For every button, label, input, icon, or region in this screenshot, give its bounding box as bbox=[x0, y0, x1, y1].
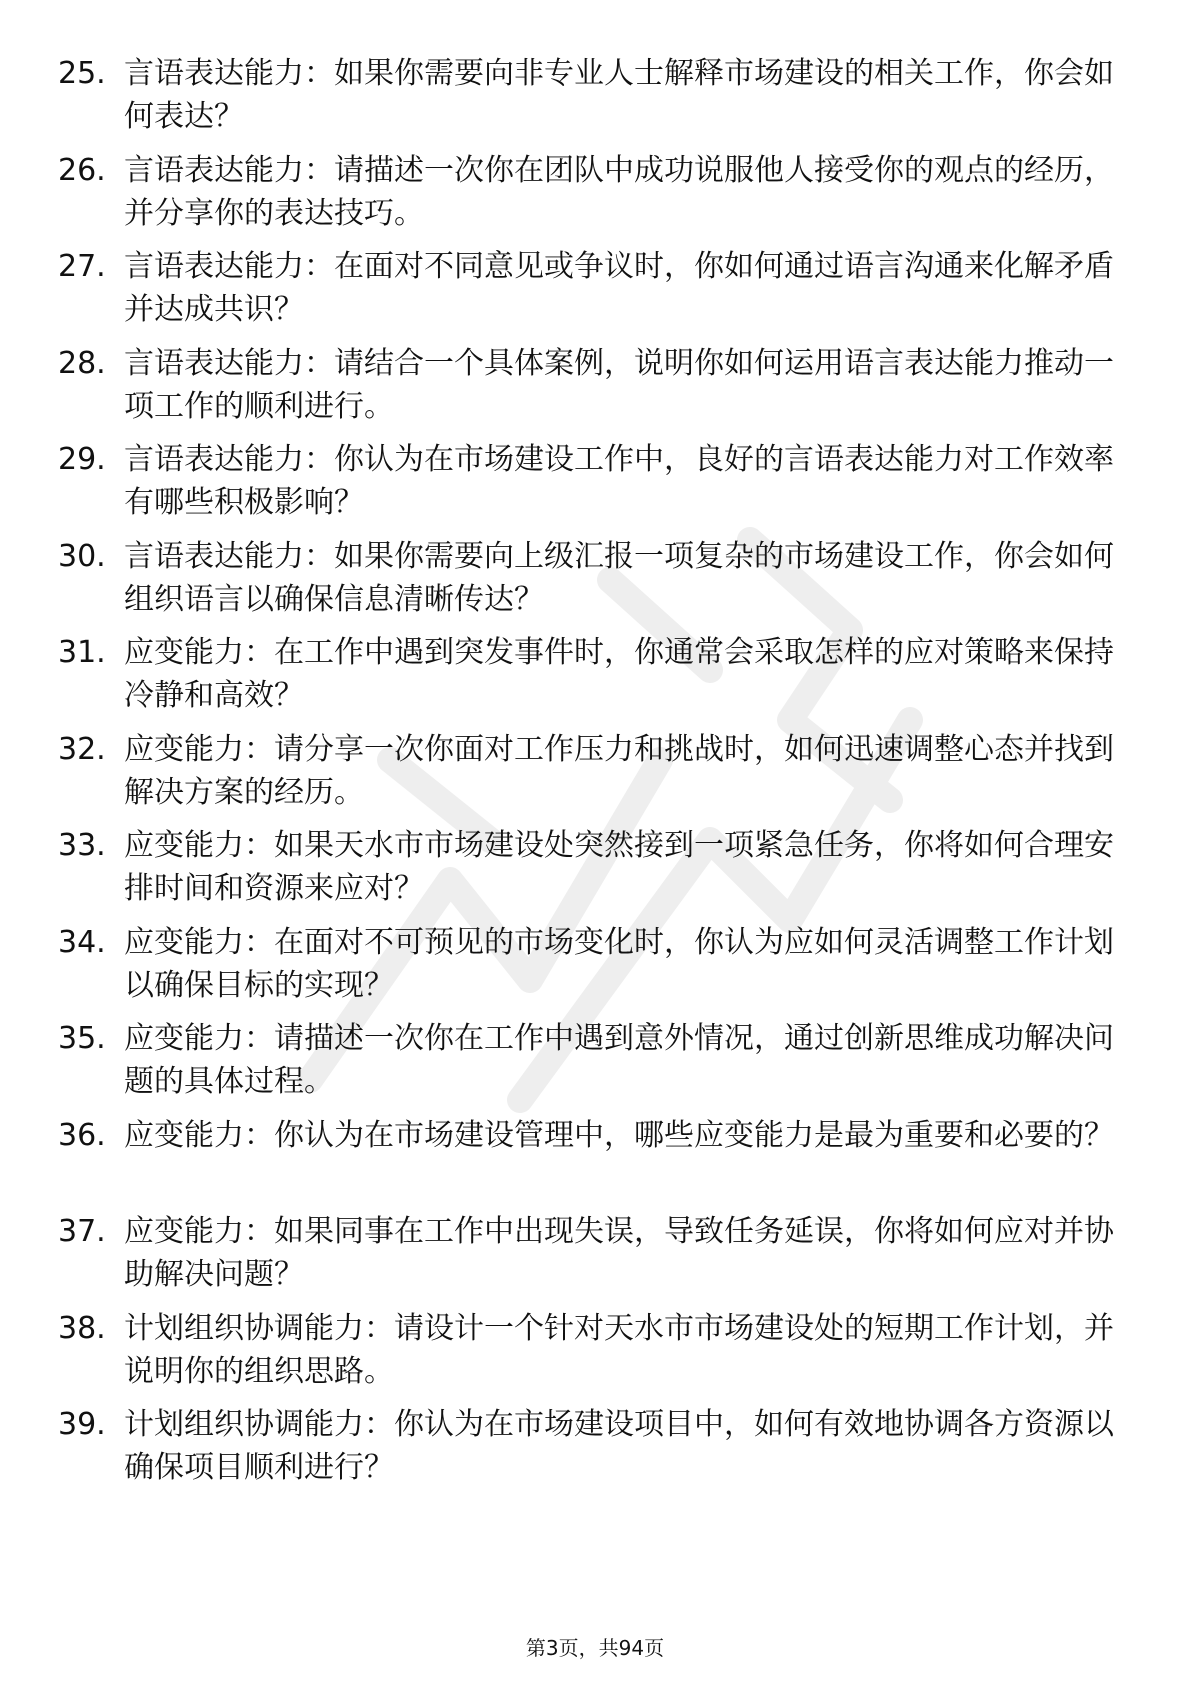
question-text: 言语表达能力：请结合一个具体案例，说明你如何运用语言表达能力推动一项工作的顺利进行。 bbox=[124, 345, 1114, 424]
question-item bbox=[58, 1017, 1128, 1103]
question-number: 36. bbox=[58, 1117, 106, 1153]
question-item bbox=[58, 631, 1128, 717]
question-text: 应变能力：如果天水市市场建设处突然接到一项紧急任务，你将如何合理安排时间和资源来应对？ bbox=[124, 828, 1114, 906]
question-number: 33. bbox=[58, 828, 106, 863]
question-item bbox=[58, 438, 1128, 524]
question-number: 29. bbox=[58, 442, 106, 477]
question-text: 应变能力：请分享一次你面对工作压力和挑战时，如何迅速调整心态并找到解决方案的经历。 bbox=[124, 731, 1114, 810]
question-item bbox=[58, 535, 1128, 621]
question-text: 言语表达能力：请描述一次你在团队中成功说服他人接受你的观点的经历，并分享你的表达技巧。 bbox=[124, 152, 1114, 231]
question-number: 35. bbox=[58, 1021, 106, 1056]
question-number: 32. bbox=[58, 731, 106, 767]
question-number: 25. bbox=[58, 56, 106, 91]
question-item bbox=[58, 52, 1128, 138]
question-text: 言语表达能力：你认为在市场建设工作中，良好的言语表达能力对工作效率有哪些积极影响？ bbox=[124, 442, 1114, 520]
question-number: 30. bbox=[58, 538, 106, 574]
question-number: 28. bbox=[58, 345, 106, 381]
question-text: 应变能力：你认为在市场建设管理中，哪些应变能力是最为重要和必要的？ bbox=[124, 1117, 1114, 1153]
question-text: 应变能力：在面对不可预见的市场变化时，你认为应如何灵活调整工作计划以确保目标的实现？ bbox=[124, 924, 1114, 1003]
question-number: 37. bbox=[58, 1214, 106, 1249]
question-item bbox=[58, 245, 1128, 331]
question-text: 应变能力：请描述一次你在工作中遇到意外情况，通过创新思维成功解决问题的具体过程。 bbox=[124, 1021, 1114, 1099]
question-number: 39. bbox=[58, 1407, 106, 1442]
question-list bbox=[58, 52, 1128, 1500]
question-item bbox=[58, 824, 1128, 910]
question-number: 27. bbox=[58, 249, 106, 284]
question-text: 言语表达能力：在面对不同意见或争议时，你如何通过语言沟通来化解矛盾并达成共识？ bbox=[124, 249, 1114, 327]
question-item bbox=[58, 149, 1128, 235]
question-number: 31. bbox=[58, 635, 106, 670]
question-text: 言语表达能力：如果你需要向非专业人士解释市场建设的相关工作，你会如何表达？ bbox=[124, 56, 1114, 134]
question-item bbox=[58, 1307, 1128, 1393]
question-text: 计划组织协调能力：请设计一个针对天水市市场建设处的短期工作计划，并说明你的组织思路。 bbox=[124, 1310, 1114, 1389]
question-item bbox=[58, 1210, 1128, 1296]
question-item bbox=[58, 1114, 1128, 1200]
question-text: 计划组织协调能力：你认为在市场建设项目中，如何有效地协调各方资源以确保项目顺利进行？ bbox=[124, 1407, 1114, 1485]
question-text: 应变能力：在工作中遇到突发事件时，你通常会采取怎样的应对策略来保持冷静和高效？ bbox=[124, 635, 1114, 713]
question-number: 34. bbox=[58, 924, 106, 960]
page-footer: 第3页，共94页 bbox=[525, 1636, 665, 1660]
question-item bbox=[58, 342, 1128, 428]
question-number: 38. bbox=[58, 1310, 106, 1346]
question-item bbox=[58, 921, 1128, 1007]
question-item bbox=[58, 1403, 1128, 1489]
question-number: 26. bbox=[58, 152, 106, 188]
question-item bbox=[58, 728, 1128, 814]
question-text: 应变能力：如果同事在工作中出现失误，导致任务延误，你将如何应对并协助解决问题？ bbox=[124, 1214, 1114, 1292]
question-text: 言语表达能力：如果你需要向上级汇报一项复杂的市场建设工作，你会如何组织语言以确保信息清晰传达？ bbox=[124, 538, 1114, 617]
